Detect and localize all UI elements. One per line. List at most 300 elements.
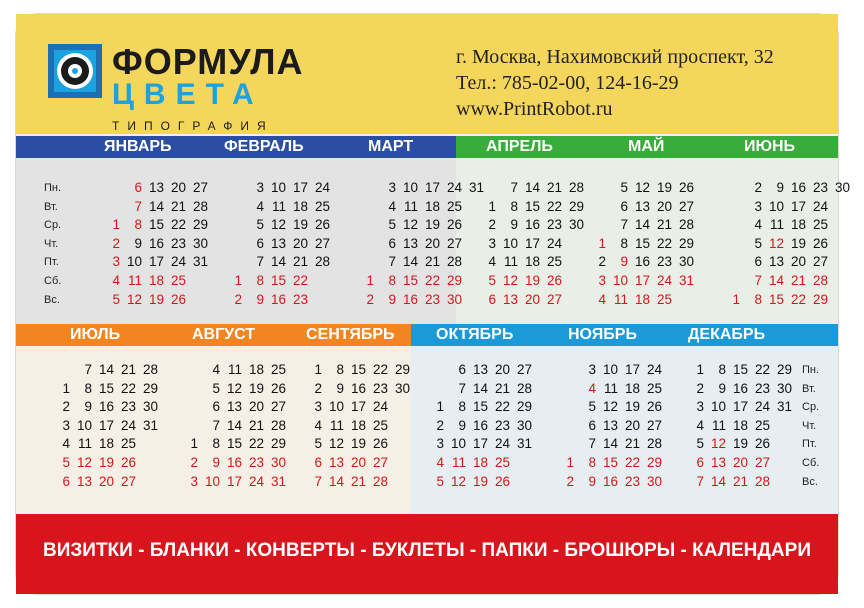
day-cell: 19 xyxy=(656,180,672,195)
day-cell: 4 xyxy=(598,291,606,307)
day-cell: 2 xyxy=(488,217,496,233)
day-cell: 30 xyxy=(446,291,462,307)
day-cell: 16 xyxy=(602,473,618,489)
day-cell: 29 xyxy=(646,455,662,470)
day-cell: 20 xyxy=(248,399,264,415)
day-cell: 27 xyxy=(646,417,662,433)
day-cell: 1 xyxy=(598,235,606,251)
day-cell: 28 xyxy=(754,473,770,489)
day-cell: 27 xyxy=(678,198,694,214)
day-cell: 27 xyxy=(812,254,828,270)
month-name: ДЕКАБРЬ xyxy=(688,326,766,343)
day-cell: 6 xyxy=(212,399,220,415)
day-cell: 15 xyxy=(732,362,748,377)
day-cell: 24 xyxy=(120,417,136,433)
day-cell: 22 xyxy=(494,399,510,415)
day-cell: 16 xyxy=(226,455,242,470)
day-cell: 31 xyxy=(516,436,532,452)
day-cell: 30 xyxy=(394,380,410,396)
pocket-calendar-card xyxy=(16,14,850,594)
day-cell: 28 xyxy=(678,217,694,233)
day-cell: 29 xyxy=(270,436,286,452)
day-cell: 7 xyxy=(388,254,396,270)
day-cell: 4 xyxy=(256,198,264,214)
day-cell: 10 xyxy=(710,399,726,415)
day-cell: 6 xyxy=(458,362,466,377)
day-cell: 5 xyxy=(314,436,322,452)
day-cell: 21 xyxy=(170,198,186,214)
day-cell: 23 xyxy=(292,291,308,307)
month-name: АПРЕЛЬ xyxy=(486,138,553,155)
day-cell: 26 xyxy=(170,291,186,307)
day-cell: 12 xyxy=(76,455,92,470)
day-cell: 23 xyxy=(754,380,770,396)
day-cell: 21 xyxy=(292,254,308,270)
day-cell: 29 xyxy=(446,273,462,288)
day-cell: 28 xyxy=(568,180,584,195)
day-cell: 3 xyxy=(436,436,444,452)
day-cell: 18 xyxy=(472,455,488,470)
day-cell: 3 xyxy=(488,235,496,251)
day-cell: 2 xyxy=(234,291,242,307)
day-cell: 18 xyxy=(248,362,264,377)
day-name-label: Вт. xyxy=(44,200,58,213)
day-cell: 24 xyxy=(656,273,672,288)
day-cell: 25 xyxy=(120,436,136,452)
day-cell: 9 xyxy=(256,291,264,307)
day-cell: 30 xyxy=(270,455,286,470)
day-cell: 17 xyxy=(292,180,308,195)
day-cell: 17 xyxy=(350,399,366,415)
day-cell: 10 xyxy=(204,473,220,489)
day-cell: 12 xyxy=(126,291,142,307)
day-cell: 18 xyxy=(524,254,540,270)
day-cell: 18 xyxy=(292,198,308,214)
day-cell: 14 xyxy=(270,254,286,270)
day-cell: 31 xyxy=(776,399,792,415)
day-cell: 7 xyxy=(314,473,322,489)
day-cell: 9 xyxy=(388,291,396,307)
day-cell: 26 xyxy=(120,455,136,470)
day-cell: 27 xyxy=(120,473,136,489)
day-cell: 24 xyxy=(812,198,828,214)
day-cell: 23 xyxy=(656,254,672,270)
day-cell: 24 xyxy=(446,180,462,195)
day-cell: 6 xyxy=(488,291,496,307)
day-cell: 17 xyxy=(472,436,488,452)
day-cell: 11 xyxy=(329,417,344,433)
day-cell: 3 xyxy=(314,399,322,415)
day-cell: 12 xyxy=(768,235,784,251)
day-cell: 26 xyxy=(812,235,828,251)
day-cell: 5 xyxy=(696,436,704,452)
day-cell: 1 xyxy=(234,273,242,288)
day-cell: 17 xyxy=(790,198,806,214)
month-name: ИЮНЬ xyxy=(744,138,796,155)
day-cell: 22 xyxy=(546,198,562,214)
day-cell: 22 xyxy=(790,291,806,307)
day-cell: 5 xyxy=(212,380,220,396)
day-cell: 30 xyxy=(192,235,208,251)
day-cell: 8 xyxy=(336,362,344,377)
day-cell: 13 xyxy=(148,180,164,195)
day-cell: 11 xyxy=(127,273,142,288)
day-cell: 25 xyxy=(812,217,828,233)
day-name-label: Пн. xyxy=(802,364,820,376)
day-cell: 15 xyxy=(270,273,286,288)
day-cell: 22 xyxy=(292,273,308,288)
day-cell: 6 xyxy=(388,235,396,251)
day-cell: 4 xyxy=(388,198,396,214)
website: www.PrintRobot.ru xyxy=(456,98,613,120)
day-cell: 1 xyxy=(696,362,704,377)
day-cell: 29 xyxy=(142,380,158,396)
day-cell: 5 xyxy=(256,217,264,233)
day-cell: 8 xyxy=(134,217,142,233)
day-cell: 8 xyxy=(718,362,726,377)
day-cell: 31 xyxy=(142,417,158,433)
day-cell: 12 xyxy=(502,273,518,288)
day-cell: 10 xyxy=(768,198,784,214)
day-cell: 13 xyxy=(328,455,344,470)
day-cell: 9 xyxy=(458,417,466,433)
day-cell: 17 xyxy=(148,254,164,270)
day-cell: 26 xyxy=(494,473,510,489)
day-cell: 16 xyxy=(98,399,114,415)
day-cell: 24 xyxy=(170,254,186,270)
day-cell: 17 xyxy=(424,180,440,195)
day-cell: 11 xyxy=(77,436,92,452)
day-cell: 3 xyxy=(696,399,704,415)
month-name: ОКТЯБРЬ xyxy=(436,326,514,343)
day-cell: 28 xyxy=(646,436,662,452)
day-cell: 15 xyxy=(402,273,418,288)
day-cell: 11 xyxy=(613,291,628,307)
day-cell: 8 xyxy=(510,198,518,214)
day-cell: 24 xyxy=(546,235,562,251)
day-cell: 14 xyxy=(148,198,164,214)
day-cell: 16 xyxy=(350,380,366,396)
day-cell: 8 xyxy=(620,235,628,251)
day-cell: 24 xyxy=(754,399,770,415)
day-cell: 24 xyxy=(314,180,330,195)
day-cell: 5 xyxy=(436,473,444,489)
month-name: НОЯБРЬ xyxy=(568,326,637,343)
day-cell: 31 xyxy=(270,473,286,489)
phone: Тел.: 785-02-00, 124-16-29 xyxy=(456,72,679,94)
day-cell: 25 xyxy=(446,198,462,214)
day-cell: 9 xyxy=(588,473,596,489)
day-cell: 24 xyxy=(372,399,388,415)
day-cell: 5 xyxy=(488,273,496,288)
day-cell: 9 xyxy=(620,254,628,270)
day-cell: 11 xyxy=(603,380,618,396)
day-cell: 21 xyxy=(656,217,672,233)
day-cell: 7 xyxy=(256,254,264,270)
day-cell: 20 xyxy=(494,362,510,377)
day-cell: 28 xyxy=(446,254,462,270)
day-cell: 2 xyxy=(754,180,762,195)
day-cell: 19 xyxy=(524,273,540,288)
day-cell: 8 xyxy=(458,399,466,415)
day-cell: 29 xyxy=(394,362,410,377)
day-cell: 12 xyxy=(270,217,286,233)
day-cell: 13 xyxy=(768,254,784,270)
day-cell: 28 xyxy=(812,273,828,288)
day-cell: 11 xyxy=(769,217,784,233)
day-cell: 2 xyxy=(190,455,198,470)
day-cell: 2 xyxy=(566,473,574,489)
day-cell: 20 xyxy=(732,455,748,470)
day-cell: 23 xyxy=(170,235,186,251)
day-cell: 7 xyxy=(696,473,704,489)
day-cell: 27 xyxy=(516,362,532,377)
day-cell: 18 xyxy=(350,417,366,433)
day-name-label: Сб. xyxy=(802,457,820,469)
day-cell: 5 xyxy=(112,291,120,307)
day-cell: 1 xyxy=(190,436,198,452)
day-cell: 18 xyxy=(732,417,748,433)
day-cell: 28 xyxy=(314,254,330,270)
day-cell: 10 xyxy=(328,399,344,415)
day-cell: 16 xyxy=(270,291,286,307)
day-cell: 15 xyxy=(634,235,650,251)
day-cell: 14 xyxy=(226,417,242,433)
day-cell: 2 xyxy=(112,235,120,251)
day-cell: 10 xyxy=(450,436,466,452)
day-cell: 3 xyxy=(588,362,596,377)
day-cell: 16 xyxy=(148,235,164,251)
day-cell: 4 xyxy=(696,417,704,433)
month-name: ФЕВРАЛЬ xyxy=(224,138,304,155)
day-cell: 7 xyxy=(458,380,466,396)
day-cell: 3 xyxy=(256,180,264,195)
day-cell: 9 xyxy=(718,380,726,396)
day-cell: 2 xyxy=(366,291,374,307)
day-cell: 30 xyxy=(568,217,584,233)
day-name-label: Вс. xyxy=(802,475,818,488)
day-cell: 29 xyxy=(516,399,532,415)
day-cell: 12 xyxy=(602,399,618,415)
day-cell: 21 xyxy=(120,362,136,377)
month-name: ИЮЛЬ xyxy=(70,326,121,343)
day-cell: 6 xyxy=(588,417,596,433)
day-cell: 14 xyxy=(402,254,418,270)
day-cell: 3 xyxy=(388,180,396,195)
day-cell: 4 xyxy=(314,417,322,433)
day-cell: 17 xyxy=(226,473,242,489)
day-cell: 3 xyxy=(112,254,120,270)
day-name-label: Пт. xyxy=(44,256,59,269)
day-cell: 21 xyxy=(790,273,806,288)
day-cell: 26 xyxy=(270,380,286,396)
day-cell: 10 xyxy=(502,235,518,251)
day-cell: 21 xyxy=(494,380,510,396)
day-cell: 25 xyxy=(314,198,330,214)
day-cell: 10 xyxy=(402,180,418,195)
day-cell: 6 xyxy=(256,235,264,251)
day-cell: 24 xyxy=(248,473,264,489)
day-cell: 12 xyxy=(226,380,242,396)
day-cell: 28 xyxy=(270,417,286,433)
day-cell: 24 xyxy=(494,436,510,452)
day-cell: 30 xyxy=(646,473,662,489)
day-cell: 26 xyxy=(646,399,662,415)
day-cell: 23 xyxy=(248,455,264,470)
day-name-label: Чт. xyxy=(802,419,817,432)
day-cell: 3 xyxy=(62,417,70,433)
day-cell: 20 xyxy=(292,235,308,251)
day-cell: 28 xyxy=(192,198,208,214)
day-cell: 5 xyxy=(754,235,762,251)
logo-emblem-icon xyxy=(48,44,102,98)
day-cell: 2 xyxy=(696,380,704,396)
day-name-label: Сб. xyxy=(44,275,62,287)
day-cell: 12 xyxy=(328,436,344,452)
day-cell: 19 xyxy=(350,436,366,452)
day-cell: 29 xyxy=(568,198,584,214)
day-cell: 27 xyxy=(192,180,208,195)
day-cell: 7 xyxy=(84,362,92,377)
day-cell: 28 xyxy=(142,362,158,377)
day-cell: 1 xyxy=(566,455,574,470)
day-cell: 26 xyxy=(372,436,388,452)
day-cell: 16 xyxy=(402,291,418,307)
day-cell: 12 xyxy=(402,217,418,233)
day-cell: 23 xyxy=(372,380,388,396)
day-cell: 13 xyxy=(402,235,418,251)
day-cell: 14 xyxy=(602,436,618,452)
day-cell: 25 xyxy=(270,362,286,377)
day-cell: 21 xyxy=(546,180,562,195)
day-cell: 25 xyxy=(646,380,662,396)
day-cell: 15 xyxy=(768,291,784,307)
day-cell: 25 xyxy=(546,254,562,270)
day-cell: 31 xyxy=(192,254,208,270)
day-cell: 18 xyxy=(148,273,164,288)
day-cell: 27 xyxy=(754,455,770,470)
day-cell: 12 xyxy=(450,473,466,489)
day-cell: 11 xyxy=(503,254,518,270)
day-cell: 27 xyxy=(270,399,286,415)
day-cell: 19 xyxy=(98,455,114,470)
logo-wordmark-top: ФОРМУЛА xyxy=(112,41,304,82)
day-name-label: Вт. xyxy=(802,382,816,395)
day-cell: 1 xyxy=(488,198,496,214)
day-cell: 23 xyxy=(424,291,440,307)
day-cell: 13 xyxy=(76,473,92,489)
day-cell: 20 xyxy=(624,417,640,433)
day-cell: 19 xyxy=(732,436,748,452)
day-cell: 8 xyxy=(256,273,264,288)
day-cell: 2 xyxy=(598,254,606,270)
day-cell: 2 xyxy=(314,380,322,396)
day-cell: 22 xyxy=(754,362,770,377)
day-cell: 13 xyxy=(226,399,242,415)
day-cell: 14 xyxy=(472,380,488,396)
day-cell: 1 xyxy=(436,399,444,415)
day-cell: 10 xyxy=(126,254,142,270)
day-cell: 17 xyxy=(624,362,640,377)
day-cell: 17 xyxy=(732,399,748,415)
day-cell: 6 xyxy=(62,473,70,489)
day-cell: 3 xyxy=(598,273,606,288)
day-cell: 2 xyxy=(62,399,70,415)
day-cell: 5 xyxy=(62,455,70,470)
day-cell: 21 xyxy=(624,436,640,452)
day-cell: 17 xyxy=(524,235,540,251)
day-name-label: Ср. xyxy=(802,401,820,414)
day-cell: 27 xyxy=(446,235,462,251)
day-cell: 1 xyxy=(366,273,374,288)
day-cell: 10 xyxy=(612,273,628,288)
day-cell: 19 xyxy=(790,235,806,251)
day-cell: 25 xyxy=(170,273,186,288)
day-cell: 30 xyxy=(678,254,694,270)
month-name: МАРТ xyxy=(368,138,414,155)
day-cell: 13 xyxy=(634,198,650,214)
day-cell: 3 xyxy=(754,198,762,214)
day-cell: 15 xyxy=(148,217,164,233)
day-cell: 19 xyxy=(292,217,308,233)
logo-wordmark-bottom: ЦВЕТА xyxy=(112,78,264,111)
day-name-label: Чт. xyxy=(44,237,59,250)
day-cell: 28 xyxy=(516,380,532,396)
day-cell: 15 xyxy=(524,198,540,214)
day-cell: 15 xyxy=(472,399,488,415)
day-cell: 20 xyxy=(524,291,540,307)
day-cell: 5 xyxy=(588,399,596,415)
day-cell: 2 xyxy=(436,417,444,433)
day-cell: 20 xyxy=(790,254,806,270)
day-cell: 14 xyxy=(768,273,784,288)
day-cell: 23 xyxy=(624,473,640,489)
day-cell: 20 xyxy=(656,198,672,214)
day-cell: 13 xyxy=(602,417,618,433)
day-cell: 6 xyxy=(620,198,628,214)
month-name: АВГУСТ xyxy=(192,326,256,343)
day-cell: 12 xyxy=(710,436,726,452)
address: г. Москва, Нахимовский проспект, 32 xyxy=(456,46,774,68)
day-cell: 11 xyxy=(227,362,242,377)
day-cell: 18 xyxy=(634,291,650,307)
day-cell: 21 xyxy=(732,473,748,489)
day-cell: 10 xyxy=(270,180,286,195)
day-cell: 23 xyxy=(812,180,828,195)
day-cell: 9 xyxy=(212,455,220,470)
day-cell: 7 xyxy=(212,417,220,433)
day-cell: 9 xyxy=(336,380,344,396)
day-cell: 22 xyxy=(372,362,388,377)
day-cell: 13 xyxy=(502,291,518,307)
day-cell: 19 xyxy=(472,473,488,489)
day-cell: 7 xyxy=(588,436,596,452)
day-cell: 23 xyxy=(494,417,510,433)
day-cell: 6 xyxy=(754,254,762,270)
day-cell: 3 xyxy=(190,473,198,489)
day-cell: 9 xyxy=(84,399,92,415)
day-cell: 17 xyxy=(634,273,650,288)
day-name-label: Пн. xyxy=(44,182,62,194)
day-name-label: Вс. xyxy=(44,293,60,306)
day-cell: 31 xyxy=(678,273,694,288)
day-cell: 13 xyxy=(472,362,488,377)
day-cell: 25 xyxy=(494,455,510,470)
month-name: ЯНВАРЬ xyxy=(104,138,172,155)
day-cell: 1 xyxy=(62,380,70,396)
day-cell: 1 xyxy=(732,291,740,307)
day-cell: 22 xyxy=(120,380,136,396)
